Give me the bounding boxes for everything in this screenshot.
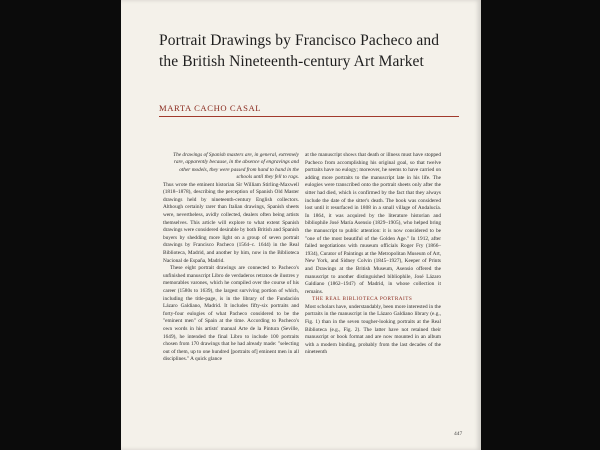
- journal-page: [121, 0, 481, 450]
- title-line-1: Portrait Drawings by Francisco Pacheco and: [159, 32, 440, 49]
- article-title: [159, 30, 459, 72]
- author-name: MARTA CACHO CASAL: [159, 103, 262, 113]
- epigraph: The drawings of Spanish masters are, in general, extremely rare, apparently because, in the absence of engravings and other models, they were passed from hand to hand in the schools until they fell to rags.: [173, 152, 299, 181]
- body-paragraph-4: Most scholars have, understandably, been more interested in the portraits in the manuscript in the Lázaro Galdiano library (e.g., Fig. 1) than in the seven tougher-looking portraits at the Real Biblioteca (e.g., Fig. 2). The latter have not retained their manuscript or book format and are now mounted in an album with a modern binding, probably from the last decades of the nineteenth: [305, 303, 441, 356]
- left-column: [163, 152, 299, 364]
- body-paragraph-1: Thus wrote the eminent historian Sir William Stirling-Maxwell (1818–1878), describing the perception of Spanish Old Master drawings held by nineteenth-century English collectors. Although certainly rarer than Italian drawings, Spanish sheets were, nevertheless, avidly collected, dealers often being artists themselves. This article will explore to what extent Spanish drawings were considered desirable by both British and Spanish buyers by shedding more light on a group of seven portrait drawings by Francisco Pacheco (1564–c. 1644) in the Real Biblioteca, Madrid, and another by him, now in the Biblioteca Nacional de España, Madrid.: [163, 181, 299, 264]
- title-line-2: the British Nineteenth-century Art Market: [159, 53, 424, 70]
- right-column: [305, 152, 441, 357]
- body-paragraph-3: at the manuscript shows that death or illness must have stopped Pacheco from accomplishing his original goal, so that twelve portraits have no eulogy; moreover, he seems to have carried on adding more portraits to the manuscript late in his life. The eulogies were transcribed onto the portrait sheets only after the sitter had died, which is confirmed by the fact that they always include the date of the sitter's death. The book was considered lost until it resurfaced in 1808 in a small village of Andalucía. In 1864, it was acquired by the literature historian and bibliophile José María Asensio (1829–1905), who helped bring the manuscript to public attention: it is now considered to be "one of the most beautiful of the Golden Age." In 1912, after failed negotiations with museum officials Roger Fry (1866–1934), Curator of Paintings at the Metropolitan Museum of Art, New York, and Sidney Colvin (1845–1927), Keeper of Prints and Drawings at the British Museum, Asensio offered the manuscript to another distinguished bibliophile, José Lázaro Galdiano (1862–1947) of Madrid, in whose collection it remains.: [305, 152, 441, 295]
- page-number: 447: [454, 431, 463, 437]
- section-heading: THE REAL BIBLIOTECA PORTRAITS: [312, 296, 413, 303]
- body-paragraph-2: These eight portrait drawings are connected to Pacheco's unfinished manuscript Libro de verdaderos retratos de ilustres y memorables varones, which he compiled over the course of his career (1580s to 1639), the largest surviving portion of which, including the title-page, is in the library of the Fundación Lázaro Galdiano, Madrid. It includes fifty-six portraits and forty-four eulogies of what Pacheco considered to be the "eminent men" of Spain at the time. According to Pacheco's own words in his artists' manual Arte de la Pintura (Seville, 1649), he intended the final Libro to include 100 portraits chosen from 170 drawings that he had already made: "selecting out of them, up to one hundred [portraits of] eminent men in all disciplines." A quick glance: [163, 265, 299, 363]
- title-rule: [159, 116, 459, 117]
